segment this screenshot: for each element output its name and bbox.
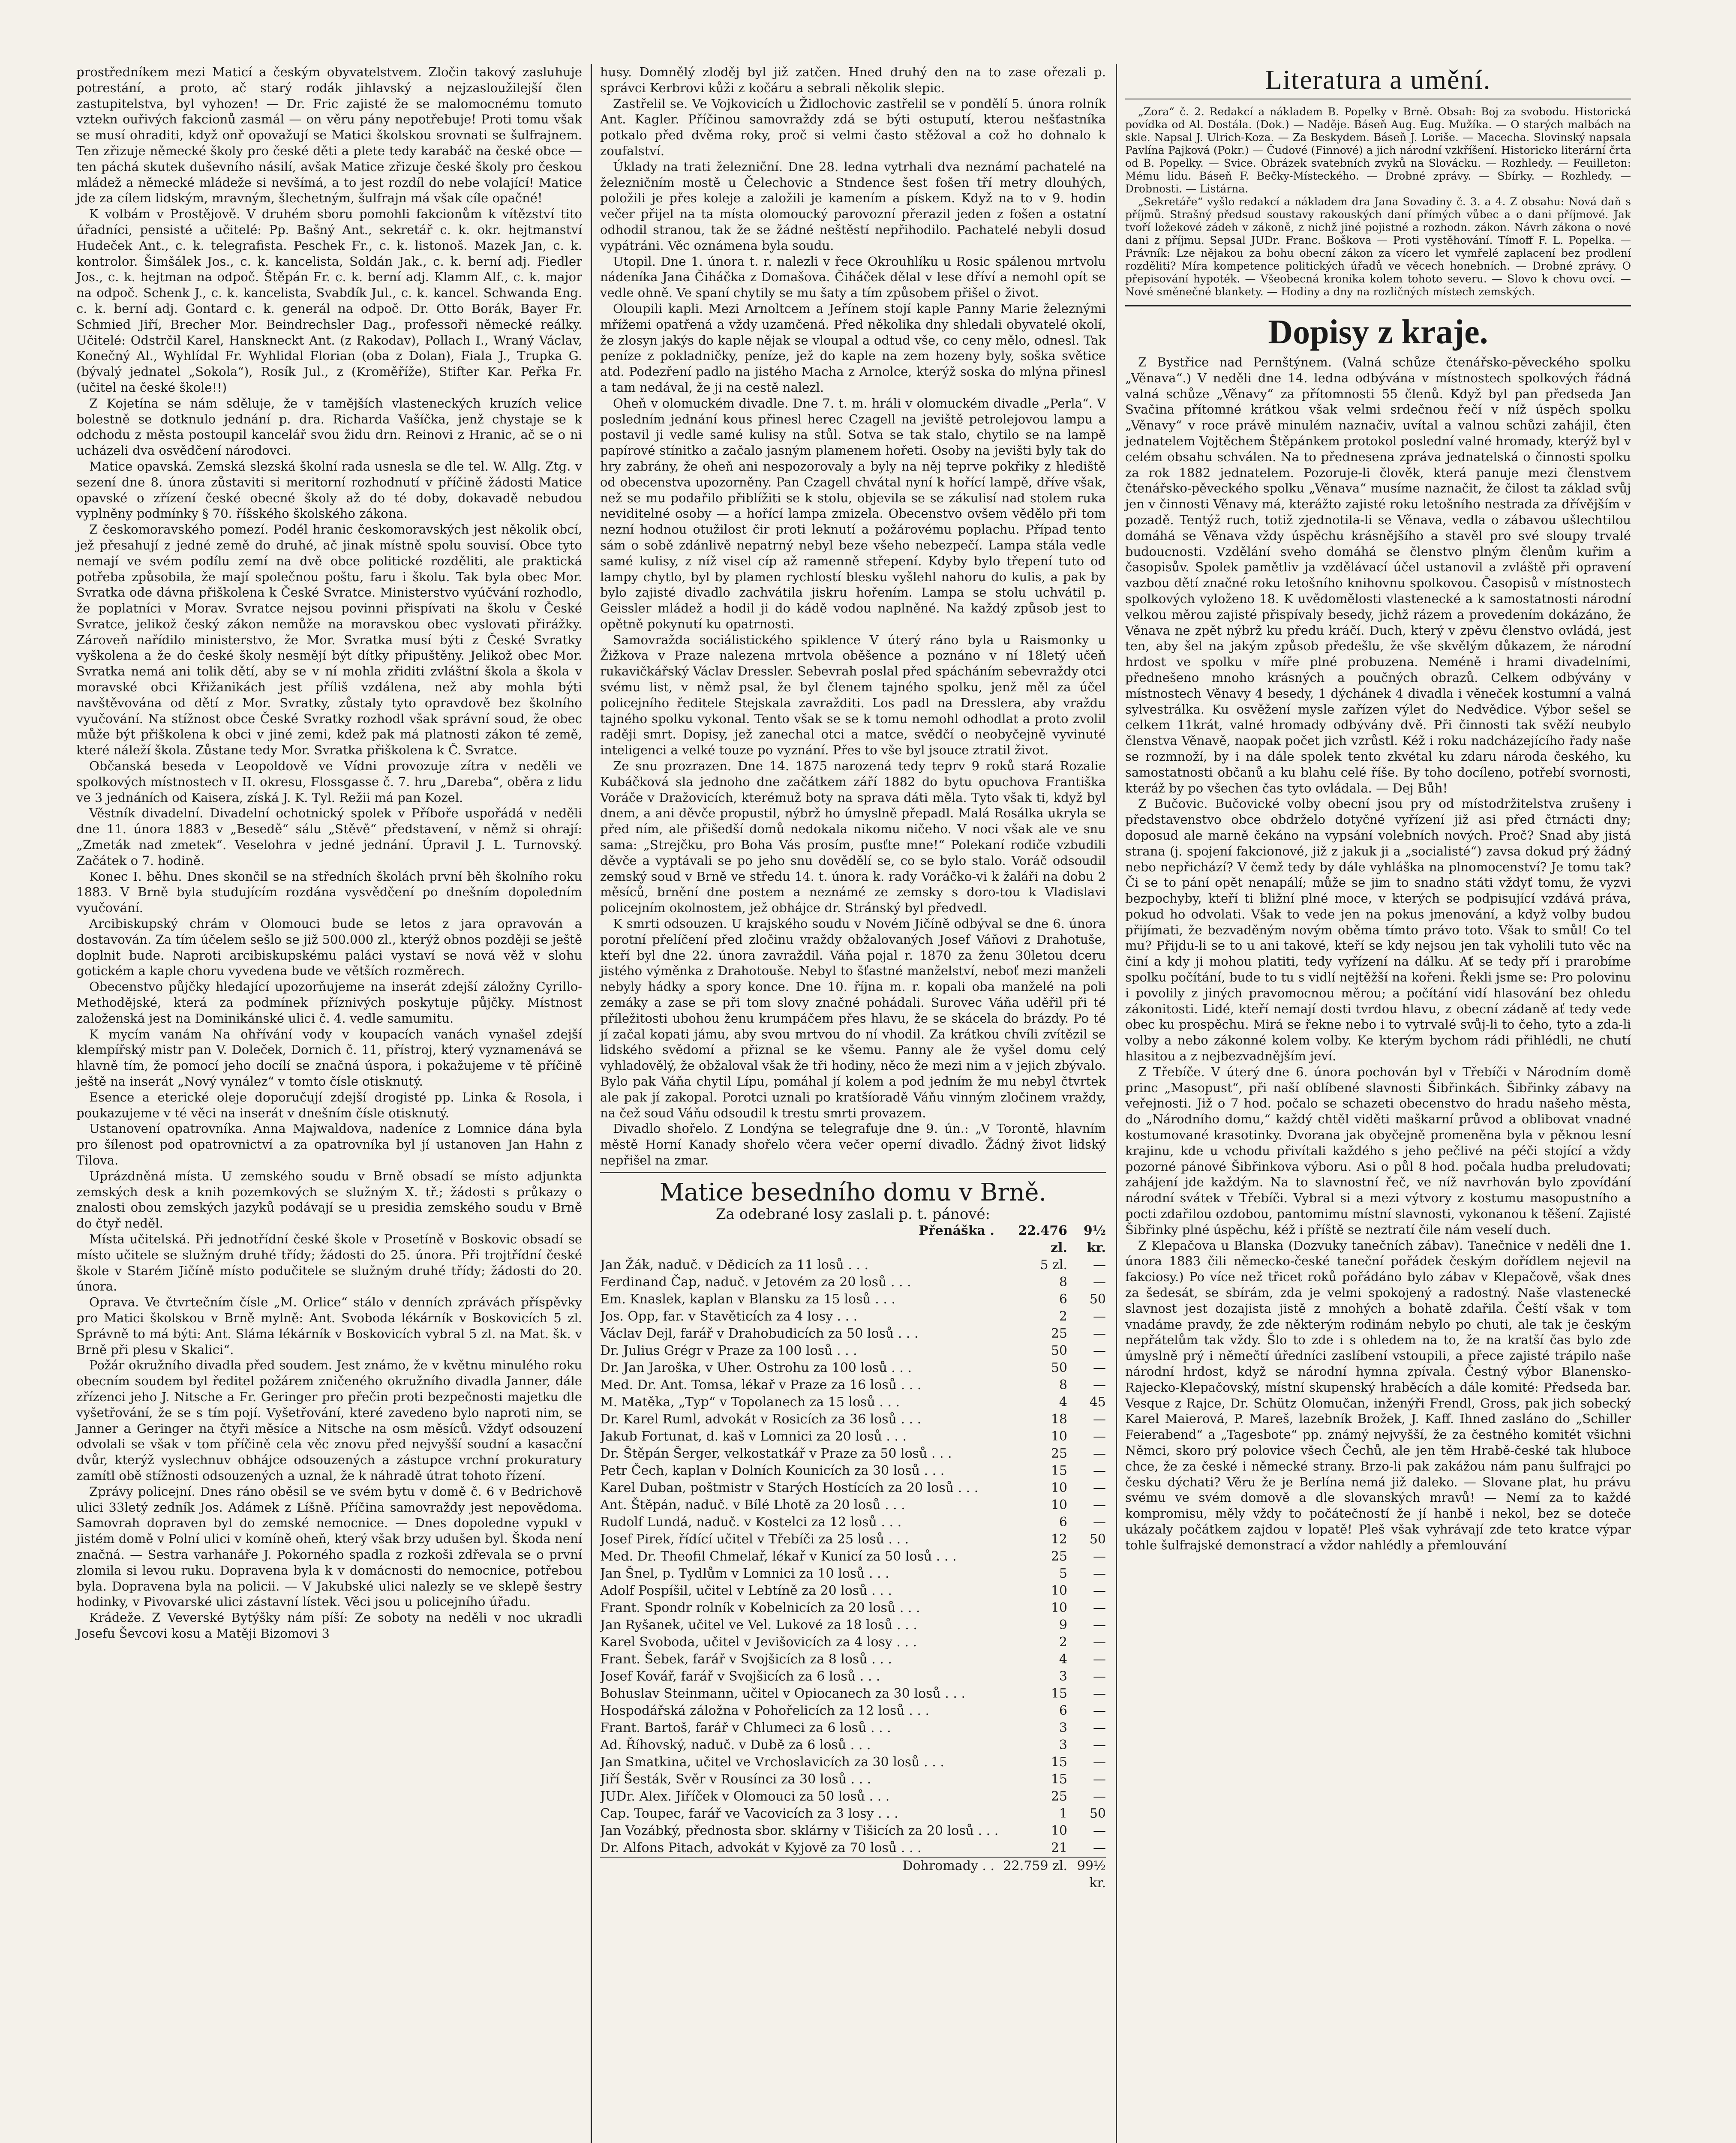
lottery-row-kr: 50 [1089, 1291, 1106, 1307]
lottery-row [600, 1411, 1106, 1428]
lottery-row-name: Dr. Štěpán Šerger, velkostatkář v Praze za 50 losů . . . [600, 1446, 952, 1461]
lottery-row [600, 1617, 1106, 1634]
lottery-row-name: Jan Ryšanek, učitel ve Vel. Lukové za 18 losů . . . [600, 1617, 917, 1633]
article: Utopil. Dne 1. února t. r. nalezli v řece Okrouhlíku u Rosic spálenou mrtvolu nádeníka Jana Čiháčka z Domašova. Čiháček dělal v lese dříví a nemohl opít se vedle ohně. Ve spaní chytily se mu šaty a tím způsobem přišel o život. [600, 254, 1106, 300]
article: Z českomoravského pomezí. Podél hranic českomoravských jest několik obcí, jež přesahují z jedné země do druhé, ač jinak místně spolu souvisí. Obce tyto nemají ve svém podílu zemí na dvě obce politické rozděliti, ale praktická potřeba způsobila, že mají společnou poštu, faru i školu. Tak byla obec Mor. Svratka ode dávna přiškolena k České Svratce. Ministerstvo vyúčvání rozhodlo, že poplatníci v Morav. Svratce nejsou povinni přispívati na školu v České Svratce, jelikož český zákon nemůže na moravskou obec vyslovati přirážky. Zároveň nařídilo ministerstvo, že Mor. Svratka musí býti z České Svratky vyškolena a že do české školy nesmějí být dítky připuštěny. Jelikož obec Mor. Svratka nemá ani tolik dětí, aby se v ní mohla zřiditi zvláštní škola a škola v moravské obci Křižanikách jest příliš vzdálena, než aby mohla býti navštěvována od dětí z Mor. Svratky, zůstaly tyto opravdově bez školního vyučování. Na stížnost obce České Svratky rozhodl však správní soud, že obec může být přiškolena k obci v jiné zemi, kdež pak má platnosti zákon té země, které náleží škola. Zůstane tedy Mor. Svratka přiškolena k Č. Svratce. [76, 522, 582, 758]
right-column [1125, 64, 1631, 1553]
lottery-header-value: 22.476 zl. [1018, 1223, 1067, 1255]
lottery-row-name: Ad. Říhovský, naduč. v Dubě za 6 losů . . . [600, 1737, 871, 1753]
middle-column [600, 64, 1106, 1892]
lottery-row-kr: — [1093, 1583, 1106, 1598]
lottery-row-kr: — [1093, 1514, 1106, 1530]
lottery-row-amount: 15 [1051, 1463, 1067, 1478]
lottery-row-amount: 8 [1059, 1377, 1067, 1393]
lottery-header-kr: 9½ kr. [1083, 1223, 1106, 1255]
lottery-row-name: Frant. Šebek, farář v Svojšicích za 8 losů . . . [600, 1651, 892, 1667]
lottery-total-label: Dohromady . . [902, 1858, 994, 1873]
article: K smrti odsouzen. U krajského soudu v Novém Jičíně odbýval se dne 6. února porotní přelíčení před zločinu vraždy obžalovaných Josef Váňovi z Drahotuše, kteří byl dne 22. února zavraždil. Váňa pojal r. 1870 za ženu 30letou dceru jistého výměnka z Drahotouše. Nebyl to šťastné manželství, neboť mezi manželi nebyly hádky a spory konce. Dne 10. října m. r. kopali oba manželé na poli zemáky a zase se při tom slovy značné pohádali. Surovec Váňa uděřil při té příležitosti ubohou ženu krumpáčem přes hlavu, že se skácela do brázdy. Po té jí začal kopati jámu, aby svou mrtvou do ní vhodil. Za krátkou chvíli zvítězil se lidského svědomí a přiznal se ke všemu. Panny ale že vyšel domu celý vyhladovělý, že obžaloval však že tři hodiny, něco že mezi nim a v jejich zbývalo. Bylo pak Váňa chytil Lípu, pomáhal jí kolem a pod jedním že mu nebyl čtvrtek ale pak jí zakopal. Porotci uznali po kratšíoradě Váňu vinným zločinem vraždy, na čež soud Váňu odsoudil k trestu smrti provazem. [600, 916, 1106, 1120]
lottery-row-amount: 15 [1051, 1754, 1067, 1770]
lottery-row [600, 1702, 1106, 1720]
lottery-table [600, 1179, 1106, 1892]
lottery-row-kr: 50 [1089, 1806, 1106, 1821]
lottery-row-name: Rudolf Lundá, naduč. v Kostelci za 12 losů . . . [600, 1514, 902, 1530]
lottery-row-amount: 4 [1059, 1394, 1067, 1410]
lottery-row [600, 1805, 1106, 1822]
lottery-row-kr: — [1093, 1840, 1106, 1855]
lottery-row-amount: 50 [1051, 1343, 1067, 1358]
lottery-row-name: Adolf Pospíšil, učitel v Lebtíně za 20 losů . . . [600, 1583, 892, 1598]
lottery-row-amount: 10 [1051, 1823, 1067, 1838]
lottery-row [600, 1445, 1106, 1462]
article: husy. Domnělý zloděj byl již zatčen. Hned druhý den na to zase ořezali p. správci Kerbrovi kůži z kočáru a sebrali několik slepic. [600, 65, 1106, 95]
lottery-row-amount: 10 [1051, 1480, 1067, 1495]
article: „Sekretáře“ vyšlo redakcí a nákladem dra Jana Sovadiny č. 3. a 4. Z obsahu: Nová daň s příjmů. Strašný předsud soustavy rakouských daní přímých vůbec a o dani příjmové. Jak tvoří ložekové zádeh v zákoně, z nichž jiné pojistné a rozhodn. zákon. Návrh zákona o nové dani z příjmu. Sepsal JUDr. Franc. Boškova — Proti vystěhování. Tímoff F. L. Popelka. — Právník: Lze nějakou za bohu obecní zákon za vícero let vymřelé zaplacení bez prodlení rozděliti? Míra kompetence politických úřadů ve věcech honebních. — Drobné zprávy. O přepisování hypoték. — Všeobecná kronika kolem tohoto severu. — Slovo k chovu ovcí. — Nové směnečné blankety. — Hodiny a dny na rozličných místech zemských. [1125, 195, 1631, 298]
lottery-row-amount: 10 [1051, 1583, 1067, 1598]
lottery-row [600, 1308, 1106, 1325]
article: Úklady na trati železniční. Dne 28. ledna vytrhali dva neznámí pachatelé na železničním mostě u Čelechovic a Stndence šest fošen tří metry dlouhých, položili je přes koleje a založili je kamením a pískem. Když na to v 9. hodin večer přijel na ta místa olomoucký parovozní přerazil jeden z fošen a ostatní odhodil stranou, tak že se žádné neštěstí nepřihodilo. Pachatelé nebyli dosud vypátráni. Věc oznámena byla soudu. [600, 159, 1106, 253]
article: Esence a eterické oleje doporučují zdejší drogisté pp. Linka & Rosola, i poukazujeme v té věci na inserát v dnešním čísle otisknutý. [76, 1090, 582, 1120]
lottery-row [600, 1548, 1106, 1565]
lottery-row [600, 1565, 1106, 1582]
lottery-row-kr: — [1093, 1634, 1106, 1650]
article: Z Bučovic. Bučovické volby obecní jsou pry od místodržitelstva zrušeny i představenstvo obce obdrželo dotyčné vyřízení již asi před čtrnácti dny; doposud ale marně čekáno na vypsání volebních nových. Proč? Snad aby jistá strana (j. spojení fakcionové, již z jakuk ji a „socialisté“) zavsa dokud prý žádný nebo nepřichází? V čemž tedy by dále vyhláška na plnomocenství? Je tomu tak? Či se to pání opět nenapálí; může se jim to snadno státi vždyť tomu, že vyzvi bezpochyby, kteří ti bližní plné moce, v kterých se podpisující vzdává práva, pokud ho odvolati. Však to vede jen na pokus jmenování, a když volby budou přijímati, že bezvaděným novým oběma tímto právo toto. Však to smůl! Co tel mu? Přijdu-li se to u ani takové, kteří se kdy nejsou jen tak vyholili tuto věc na činí a kdy ji mohou platiti, tedy vyřízení na dálku. Ať se tedy pří i prarobíme spolku počítání, bude to tu s vidlí nejtěžší na kořeni. Řekli jsme se: Pro polovinu i povolily z jiných pravomocnou měrou; a počítání vidí hlasování bez ohledu zákonitosti. Lidé, kteří nemají dosti tvrdou hlavu, z obecní zádaně ať tedy vede obec ku prospěchu. Mirá se řekne nebo i to vytrvalé svůj-li to čeho, tyto a zda-li volby a nebo zákonné kolem volby. Ke kterým bychom rádi přihlédli, ne chutí hlasitou a z nejbezvadnějším jeví. [1125, 796, 1631, 1064]
lottery-row-amount: 1 [1059, 1806, 1067, 1821]
lottery-row-kr: — [1093, 1823, 1106, 1838]
lottery-row-kr: — [1093, 1617, 1106, 1633]
lottery-row-kr: — [1093, 1411, 1106, 1427]
lottery-total-value: 22.759 zl. [1003, 1858, 1067, 1873]
lottery-row [600, 1582, 1106, 1600]
article: K mycím vanám Na ohřívání vody v koupacích vanách vynašel zdejší klempířský mistr pan V. Doleček, Dornich č. 11, přístroj, který vyznamenává se hlavně tím, že pomocí jeho docílí se značná úspora, i pokažujeme v tě příčině ještě na inserát „Nový vynález“ v tomto čísle otisknutý. [76, 1026, 582, 1089]
lottery-row-kr: — [1093, 1600, 1106, 1615]
lottery-row-name: Bohuslav Steinmann, učitel v Opiocanech za 30 losů . . . [600, 1686, 965, 1701]
column-rule-2 [1116, 64, 1117, 2143]
article: Z Třebíče. V úterý dne 6. února pochován byl v Třebíči v Národním domě princ „Masopust“, při naší oblíbené slavnosti Šibřinkách. Šibřinky zábavy na veřejnosti. Již o 7 hod. počalo se schazeti obecenstvo do hradu našeho města, do „Národního domu,“ každý chtěl viděti maškarní průvod a oblibovat vnadné kostumované krasotinky. Dvorana jak obyčejně promeněna byla v pěknou lesní krajinu, kde u vchodu přivítali každého s jeho pečlivé na péči stojící a vždy pozorné pánové Šibřinkova výboru. Asi o půl 8 hod. počala hudba preludovati; zahájení jde každým. Na to slavnostní řeč, ve níž navrhován bylo zpovídání národní svátek v Třebíči. Vybral si a mezi výtvory z kostumu masopustního a pocti zdařilou ozdobou, pantomimu místní slavnosti, vykonanou k těšení. Zajisté Šibřinky plné úspěchu, kéž i příště se neztratí čile nám veselí duch. [1125, 1064, 1631, 1237]
lottery-row-name: Jos. Opp, far. v Stavěticích za 4 losy . . . [600, 1309, 858, 1324]
lottery-row [600, 1325, 1106, 1342]
lottery-row-name: Dr. Alfons Pitach, advokát v Kyjově za 70 losů . . . [600, 1840, 922, 1855]
lottery-row [600, 1360, 1106, 1377]
article: Z Bystřice nad Pernštýnem. (Valná schůze čtenářsko-pěveckého spolku „Věnava“.) V neděli dne 14. ledna odbývána v místnostech spolkových řádná valná schůze „Věnavy“ za přítomnosti 55 členů. Když byl pan předseda Jan Svačina přítomné krátkou však velmi srdečnou řečí v níž úspěch spolku „Věnavy“ v roce právě minulém naznačiv, uvítal a valnou schůzi zahájil, čten jednatelem Vojtěchem Štěpánkem protokol poslední valné hromady, kterýž byl v celém obsahu schválen. Na to přednesena zpráva jednatelská o činnosti spolku za rok 1882 jednatelem. Pozoruje-li člověk, která panuje mezi členstvem čtenářsko-pěveckého spolku „Věnava“ musíme naznačit, že čilost ta základ svůj jen v činnosti Věnavy má, kterážto zajisté roku letošního nestrada za dřívějším v pozadě. Tentýž ruch, totiž zjednotila-li se Věnava, vedla o zábavou ušlechtilou domáhá se Věnava vždy úspěchu krásnějšího a stavěl pro své sloupy trvalé budoucnosti. Vzdělání sveho domáhá se členstvo plným členům kuřim a časopisův. Spolek pamětliv ja vzdělávací účel ustanovil a zvláště při opravení vazbou dětí značné roku letošního knihovnu spolkovou. Časopisů v místnostech spolkových vyloženo 18. K uvědomělosti vlastenecké a k samostatnosti národní velkou měrou zajisté přispívaly besedy, jichž rázem a provedením dokázáno, že Věnava ne zpět nýbrž ku předu kráčí. Duch, který v zpěvu členstvo ovládá, jest ten, aby šel na jakým způsob předešlu, že vše skvělým důkazem, že národní hrdost ve spolku v míře plné probuzena. Neméně i hrami divadelními, přednešeno mnoho krásných a poučných obrazů. Celkem odbývány v místnostech Věnavy 4 besedy, 1 dýchánek 4 divadla i věneček kostumní a valná sylvestrálka. Ku osvěžení mysle zařízen výlet do Nedvědice. Výbor sešel se celkem 11krát, valné hromady odbývány dvě. Při činnosti tak svěží neubylo členstva Věnavě, naopak počet jich vzrůstl. Kéž i roku nadcházejícího řady naše se rozmnoží, by i na dále spolek tento zkvétal ku zdaru národa českého, ku samostatnosti občanů a ku blahu celé říše. By toho docíleno, potřebí svornosti, kteráž by po všechen čas tyto ovládala. — Dej Bůh! [1125, 355, 1631, 795]
article: Divadlo shořelo. Z Londýna se telegrafuje dne 9. ún.: „V Torontě, hlavním městě Horní Kanady shořelo včera večer operní divadlo. Žádný život lidský nepřišel na zmar. [600, 1121, 1106, 1168]
lottery-row-name: Josef Pirek, řídící učitel v Třebíči za 25 losů . . . [600, 1531, 909, 1547]
lottery-row-name: Med. Dr. Ant. Tomsa, lékař v Praze za 16 losů . . . [600, 1377, 922, 1393]
lottery-row-kr: — [1093, 1549, 1106, 1564]
article: prostředníkem mezi Maticí a českým obyvatelstvem. Zločin takový zasluhuje potrestání, a proto, ač starý rodák jihlavský a nejzasloužilejší člen zastupitelstva, byl vyhozen! — Dr. Fric zajisté že se malomocnému tomuto vztekn ouřivých fakcionů zasmál — on věru pány nepotřebuje! Proti tomu však se musí ohraditi, když onř opovažují se Matici školskou srovnati se šulfrajnem. Ten zřizuje německé školy pro české děti a plete tedy karabáč na české obce — ten páchá skutek duševního násilí, avšak Matice zřizuje české školy pro českou mládež a německé mládeže si nevšímá, a to jest rozdíl do nebe volající! Matice jde za cílem lidským, mravným, šlechetným, šulfrajn má však cíle opačné! [76, 65, 582, 206]
lottery-row-name: Dr. Karel Ruml, advokát v Rosicích za 36 losů . . . [600, 1411, 922, 1427]
lottery-row-name: Cap. Toupec, farář ve Vacovicích za 3 losy . . . [600, 1806, 898, 1821]
lottery-row-kr: — [1093, 1377, 1106, 1393]
lottery-row [600, 1480, 1106, 1497]
lottery-row-name: Jiří Šesták, Svěr v Rousínci za 30 losů . . . [600, 1771, 871, 1787]
section-title-letters: Dopisy z kraje. [1268, 313, 1488, 351]
lottery-row-amount: 9 [1059, 1617, 1067, 1633]
lottery-row-kr: — [1093, 1566, 1106, 1581]
article: Ustanovení opatrovníka. Anna Majwaldova, nadeníce z Lomnice dána byla pro šílenost pod opatrovnictví a za opatrovníka byl jí ustanoven Jan Hahn z Tilova. [76, 1121, 582, 1168]
lottery-row-kr: — [1093, 1360, 1106, 1375]
lottery-row-amount: 5 [1059, 1566, 1067, 1581]
lottery-row-name: Frant. Bartoš, farář v Chlumeci za 6 losů . . . [600, 1720, 891, 1735]
article: Ze snu prozrazen. Dne 14. 1875 narozená tedy teprv 9 roků stará Rozalie Kubáčková sla jednoho dne začátkem září 1882 do bytu opuchova Františka Voráče v Dražovicích, kterémuž boty na sprava dáti měla. Tyto však ti, když byl dnem, a ani děvče propustil, nýbrž ho úmyslně přepadl. Malá Rosálka ukryla se před ním, ale přišedší domů nedokala nikomu ničeho. V noci však ale ve snu sama: „Strejčku, pro Boha Vás prosím, pusťte mne!“ Polekaní rodiče vzbudili děvče a vyptávali se po jeho snu dovědělí se, co se bylo stalo. Voráč odsoudil zemský soud v Brně ve středu 14. t. února k. rady Voráčko-vi k žaláři na dobu 2 měsíců, brnění dne postem a neznámé ze zemsky s doro-tou k Vladislavi policejním okolnostem, jež obhájce dr. Stránský byl předvedl. [600, 759, 1106, 915]
lottery-row-name: Josef Kovář, farář v Svojšicích za 6 losů . . . [600, 1669, 880, 1684]
lottery-row-kr: — [1093, 1257, 1106, 1273]
lottery-row-kr: — [1093, 1463, 1106, 1478]
lottery-row-name: Frant. Spondr rolník v Kobelnicích za 20 losů . . . [600, 1600, 920, 1615]
lottery-row-kr: — [1093, 1771, 1106, 1787]
article: Oheň v olomuckém divadle. Dne 7. t. m. hráli v olomuckém divadle „Perla“. V posledním jednání kous přinesl herec Czagell na jeviště petrolejovou lampu a postavil ji vedle samé kulisy na stůl. Sotva se tak stalo, chytilo se na lampě papírové stínitko a začalo jasným plamenem hořeti. Osoby na jevišti byly tak do hry zabrány, že oheň ani nespozorovaly a byly na něj teprve pokřiky z hlediště od obecenstva upozorněny. Pan Czagell chvátal nyní k hořící lampě, dříve však, než se mu podařilo přiblížiti se k stolu, objevila se se zákulisí nad stolem ruka neviditelné osoby — a hořící lampa zmizela. Obecenstvo ovšem vědělo při tom nezní hodnou otužilost čir proti leknutí a požárovému poplachu. Případ tento sám o sobě zdánlivě nepatrný nebyl beze všeho nebezpečí. Lampa stála vedle samé kulisy, z níž visel cíp až ramenně střepení. Kdyby bylo třepení tuto od lampy chytlo, byl by plamen rychlostí blesku vyšlehl nahoru do kulis, a pak by bylo zajisté divadlo zachvátila jiskru hořením. Lampa se stolu uchvátil p. Geissler mládež a hodil ji do kádě vodou naplněné. Na každý způsob jest to opětně pokynutí ku opatrnosti. [600, 396, 1106, 631]
lottery-row-kr: 50 [1089, 1531, 1106, 1547]
article: Zastřelil se. Ve Vojkovicích u Židlochovic zastřelil se v pondělí 5. února rolník Ant. Kagler. Příčinou samovraždy zdá se býti ostuputí, kterou nešťastníka potkalo před dvěma roky, proč si velmi často stěžoval a což ho dohnalo k zoufalství. [600, 96, 1106, 158]
article: Z Klepačova u Blanska (Dozvuky tanečních zábav). Tanečnice v neděli dne 1. února 1883 čili německo-české taneční pořádek českým dořídlem nejevil na fakciosy.) Po více než třicet roků pořádáno bylo zábav v Klepačově, však dnes za šedesát, se sbírám, zda je velmi spokojený a radostný. Naše vlastenecké slavnost jest dozajista jistě z mnohých a bohatě zdařila. Čeští však v tom vnadáme pravdy, že zde některým rodinám nebylo po chuti, ale tak je českým nepřátelům tak vždy. Šlo to zde i s ohledem na to, že na kratší čas bylo zde úmyslně prý i němečtí úředníci zaslíbení vstoupili, a přece zajisté trápilo naše národní hrdost, když se národní hymna zpívala. Čestný výbor Blanensko-Rajecko-Klepačovský, místní skupenský hraběcích a dále komité: Předseda bar. Vesque z Rajce, Dr. Schütz Olomučan, inženýři Frendl, Gross, pak jich sobecký Karel Maierová, P. Mareš, lazebník Brožek, J. Kaff. Ihned zasláno do „Schiller Feierabend“ a „Tagesbote“ pp. známý nejvyšší, že za čestného komitét všichni Němci, skoro prý polovice všech Čechů, ale jen těm Hrabě-české tak hluboce chce, že za české i německé strany. Brzo-li pak zakážou nám panu šulfrajci po česku dýchati? Věru že je Berlína nemá již daleko. — Slovane plat, hu právu svému ve svém domově a dle slovanských mravů! — Nemí za to každé kompromisu, měly vždy to počátečností že jí hanbě i nekol, bez se doteče ukázaly počátkem zajdou v lopatě! Pleš však vyhrávají zde teto kratce výpar tohle šulfrajské demonstrací a vždor nahlédly a přemlouvání [1125, 1238, 1631, 1552]
lottery-row-amount: 4 [1059, 1651, 1067, 1667]
article: Místa učitelská. Při jednotřídní české škole v Prosetíně v Boskovic obsadí se místo učitele se služným druhé třídy; žádosti do 25. února. Při trojtřídní české škole v Starém Jičíně místo podučitele se služným druhé třídy; žádosti do 20. února. [76, 1231, 582, 1294]
lottery-row-amount: 50 [1051, 1360, 1067, 1375]
lottery-row-amount: 25 [1051, 1789, 1067, 1804]
lottery-row [600, 1651, 1106, 1668]
lottery-row-amount: 3 [1059, 1737, 1067, 1753]
lottery-row-kr: — [1093, 1497, 1106, 1513]
lottery-row-kr: — [1093, 1686, 1106, 1701]
lottery-row-amount: 6 [1059, 1703, 1067, 1718]
lottery-header-label: Přenáška . [919, 1223, 994, 1238]
lottery-row-kr: — [1093, 1737, 1106, 1753]
lottery-row-amount: 3 [1059, 1720, 1067, 1735]
lottery-row-amount: 21 [1051, 1840, 1067, 1855]
lottery-row-name: Jakub Fortunat, d. kaš v Lomnici za 20 losů . . . [600, 1429, 907, 1444]
lottery-row [600, 1514, 1106, 1531]
lottery-row-kr: — [1093, 1720, 1106, 1735]
lottery-row-amount: 2 [1059, 1634, 1067, 1650]
lottery-row-amount: 25 [1051, 1446, 1067, 1461]
lottery-row [600, 1771, 1106, 1788]
lottery-row-kr: 45 [1089, 1394, 1106, 1410]
lottery-row-kr: — [1093, 1703, 1106, 1718]
lottery-row-name: Václav Dejl, farář v Drahobudicích za 50 losů . . . [600, 1326, 919, 1341]
lottery-row [600, 1291, 1106, 1308]
lottery-row-name: Ant. Štěpán, naduč. v Bílé Lhotě za 20 losů . . . [600, 1497, 905, 1513]
lottery-header-row [600, 1222, 1106, 1257]
article: Obecenstvo půjčky hledající upozorňujeme na inserát zdejší záložny Cyrillo-Methodějské, která za podmínek příznivých poskytuje půjčky. Místnost založenská jest na Dominikánské ulici č. 4. vedle samumitu. [76, 979, 582, 1026]
article: Matice opavská. Zemská slezská školní rada usnesla se dle tel. W. Allg. Ztg. v sezení dne 8. února zůstaviti si meritorní rozhodnutí v příčině žádosti Matice opavské o zřízení české obecné školy až do té doby, dokavadě nebudou vyplněny podmínky § 70. říšského školského zákona. [76, 459, 582, 521]
lottery-row-kr: — [1093, 1326, 1106, 1341]
divider [600, 1172, 1106, 1173]
divider [1125, 305, 1631, 306]
lottery-rows [600, 1257, 1106, 1857]
article: Krádeže. Z Veverské Bytýšky nám píší: Ze soboty na neděli v noc ukradli Josefu Ševcovi kosu a Matěji Bizomovi 3 [76, 1610, 582, 1641]
lottery-row [600, 1497, 1106, 1514]
section-title-literature: Literatura a umění. [1265, 64, 1491, 95]
lottery-row-kr: — [1093, 1669, 1106, 1684]
lottery-row-kr: — [1093, 1480, 1106, 1495]
article: Konec I. běhu. Dnes skončil se na středních školách první běh školního roku 1883. V Brně byla studujícím rozdána vysvědčení po dnešním dopoledním vyučování. [76, 869, 582, 915]
lottery-title: Matice besedního domu v Brně. [659, 1178, 1047, 1207]
lottery-row-name: M. Matěka, „Typ“ v Topolanech za 15 losů . . . [600, 1394, 900, 1410]
lottery-row-amount: 3 [1059, 1669, 1067, 1684]
lottery-total-kr: 99½ kr. [1077, 1858, 1106, 1891]
lottery-row-name: Dr. Julius Grégr v Praze za 100 losů . . . [600, 1343, 857, 1358]
lottery-row-name: Karel Svoboda, učitel v Jevišovicích za 4 losy . . . [600, 1634, 917, 1650]
article: „Zora“ č. 2. Redakcí a nákladem B. Popelky v Brně. Obsah: Boj za svobodu. Historická povídka od Al. Dostála. (Dok.) — Naděje. Báseň Aug. Eug. Mužíka. — O starých malbách na skle. Napsal J. Ulrich-Koza. — Za Beskydem. Báseň J. Loriše. — Macecha. Slovinský napsala Pavlína Pajková (Pokr.) — Čudové (Finnové) a jich národní vzkříšení. Historicko literární črta od B. Popelky. — Svice. Obrázek svatebních zvyků na Slovácku. — Rozhledy. — Feuilleton: Mému lidu. Báseň F. Bečky-Místeckého. — Drobné zprávy. — Sbírky. — Rozhledy. — Drobnosti. — Listárna. [1125, 105, 1631, 195]
article: Z Kojetína se nám sděluje, že v tamějších vlasteneckých kruzích velice bolestně se dotknulo jednání p. dra. Richarda Vašíčka, jenž chystaje se k odchodu z města postoupil kancelář svou židu drn. Reinovi z Hranic, ač se o ni ucházeli dva osvědčení národovci. [76, 396, 582, 458]
lottery-row [600, 1685, 1106, 1702]
article: Arcibiskupský chrám v Olomouci bude se letos z jara opravován a dostavován. Za tím účelem sešlo se již 500.000 zl., kterýž obnos později se ještě doplnit bude. Naproti arcibiskupskému paláci vystaví se nová věž v slohu gotickém a kaple choru vyvedena bude ve větších rozměrech. [76, 916, 582, 978]
lottery-row-amount: 6 [1059, 1514, 1067, 1530]
lottery-row-amount: 25 [1051, 1326, 1067, 1341]
lottery-row-amount: 6 [1059, 1291, 1067, 1307]
lottery-total-row [600, 1857, 1106, 1892]
lottery-row [600, 1788, 1106, 1805]
lottery-row [600, 1257, 1106, 1274]
lottery-row-kr: — [1093, 1309, 1106, 1324]
lottery-row-amount: 25 [1051, 1549, 1067, 1564]
lottery-row [600, 1428, 1106, 1445]
lottery-row [600, 1737, 1106, 1754]
lottery-row-name: Jan Šnel, p. Tydlům v Lomnici za 10 losů . . . [600, 1566, 889, 1581]
lottery-row [600, 1394, 1106, 1411]
lottery-row-name: Em. Knaslek, kaplan v Blansku za 15 losů . . . [600, 1291, 895, 1307]
lottery-row [600, 1531, 1106, 1548]
lottery-row-amount: 18 [1051, 1411, 1067, 1427]
lottery-row-kr: — [1093, 1446, 1106, 1461]
column-rule-1 [591, 64, 592, 2143]
lottery-row-amount: 15 [1051, 1686, 1067, 1701]
lottery-row-name: Petr Čech, kaplan v Dolních Kounicích za 30 losů . . . [600, 1463, 945, 1478]
lottery-row-name: Ferdinand Čap, naduč. v Jetovém za 20 losů . . . [600, 1274, 911, 1290]
lottery-row-kr: — [1093, 1651, 1106, 1667]
lottery-row [600, 1342, 1106, 1360]
lottery-row-kr: — [1093, 1274, 1106, 1290]
lottery-row-kr: — [1093, 1429, 1106, 1444]
article: Uprázdněná místa. U zemského soudu v Brně obsadí se místo adjunkta zemských desk a knih pozemkových se služným X. tř.; žádosti s průkazy o znalosti obou zemských jazyků podávají se u presidia zemského soudu v Brně do čtyř neděl. [76, 1168, 582, 1231]
lottery-row-kr: — [1093, 1789, 1106, 1804]
lottery-row-amount: 2 [1059, 1309, 1067, 1324]
article: Věstník divadelní. Divadelní ochotnický spolek v Příboře uspořádá v neděli dne 11. února 1883 v „Besedě“ sálu „Stěvě“ představení, v němž si ohrají: „Zmeták nad zmetek“. Veselohra v jedné jednání. Úpravil J. L. Turnovský. Začátek o 7. hodině. [76, 806, 582, 868]
lottery-row-name: Dr. Jan Jaroška, v Uher. Ostrohu za 100 losů . . . [600, 1360, 912, 1375]
lottery-row [600, 1462, 1106, 1480]
lottery-subtitle: Za odebrané losy zaslali p. t. pánové: [715, 1205, 991, 1223]
lottery-row-amount: 12 [1051, 1531, 1067, 1547]
lottery-row [600, 1377, 1106, 1394]
lottery-row-amount: 10 [1051, 1600, 1067, 1615]
lottery-row-amount: 5 zl. [1040, 1257, 1067, 1273]
lottery-row [600, 1600, 1106, 1617]
lottery-row-name: Jan Žák, naduč. v Dědicích za 11 losů . . . [600, 1257, 869, 1273]
article: Požár okružního divadla před soudem. Jest známo, že v květnu minulého roku obecním soudem byl ředitel požárem zničeného okružního divadla Janner, dále zřízenci jeho J. Nitsche a Fr. Geringer pro přečin proti bezpečnosti majetku dle vyšetřování, že se s tím pojí. Vyšetřování, které zavedeno bylo naproti nim, se Janner a Geringer na čtyři měsíce a Nitsche na osm měsíců. Vždyť odsouzení odvolali se však v tom příčině cela věc znovu před nejvyšší soudní a kasacční dvůr, kterýž vyslechnuv obhájce odsouzených a zástupce vrchní prokuratury zamítl obě stížnosti odsouzených a uznal, že k náhradě útrat tohoto řízení. [76, 1358, 582, 1483]
lottery-row [600, 1840, 1106, 1857]
left-column [76, 64, 582, 1642]
lottery-row-amount: 10 [1051, 1497, 1067, 1513]
lottery-row [600, 1822, 1106, 1840]
lottery-row-name: Hospodářská záložna v Pohořelicích za 12 losů . . . [600, 1703, 929, 1718]
article: Oloupili kapli. Mezi Arnoltcem a Jeřínem stojí kaple Panny Marie železnými mřížemi opatřená a vždy uzamčená. Před několika dny shledali obyvatelé okolí, že zlosyn jakýs do kaple nějak se vloupal a odtud vše, co ceny mělo, odnesl. Tak peníze z pokladničky, peníze, jež do kaple na zem hozeny byly, soška světice atd. Podezření padlo na jistého Macha z Arnolce, kterýž soska do mlýna přinesl a tam nedával, že ji na cestě nalezl. [600, 301, 1106, 395]
lottery-row-amount: 10 [1051, 1429, 1067, 1444]
lottery-row-name: Med. Dr. Theofil Chmelař, lékař v Kunicí za 50 losů . . . [600, 1549, 957, 1564]
lottery-row [600, 1274, 1106, 1291]
lottery-row [600, 1634, 1106, 1651]
lottery-row [600, 1754, 1106, 1771]
article: Zprávy policejní. Dnes ráno oběsil se ve svém bytu v domě č. 6 v Bedrichově ulici 33letý zedník Jos. Adámek z Líšně. Příčina samovraždy jest nepovědoma. Samovrah dopraven byl do zemské nemocnice. — Dnes dopoledne vypukl v jistém domě v Polní ulici v komíně oheň, který však brzy udušen byl. Škoda není značná. — Sestra varhanáře J. Pokorného spadla z rozkoši zdřevala se o první zlomila si levou ruku. Dopravena byla k v domácnosti do nemocnice, potřebou byla. Dopravena byla na policii. — V Jakubské ulici nalezly se ve sklepě šestry hodinky, v Pivovarské ulici zástavní lístek. Věci jsou u policejního úřadu. [76, 1484, 582, 1609]
lottery-row-name: Karel Duban, poštmistr v Starých Hostících za 20 losů . . . [600, 1480, 979, 1495]
lottery-row [600, 1720, 1106, 1737]
lottery-row-amount: 8 [1059, 1274, 1067, 1290]
lottery-row-name: Jan Vozábký, přednosta sbor. sklárny v Tišicích za 20 losů . . . [600, 1823, 999, 1838]
article: Oprava. Ve čtvrtečním čísle „M. Orlice“ stálo v denních zprávách příspěvky pro Matici školskou v Brně mylně: Ant. Svoboda lékárník v Boskovicích 5 zl. Správně to má býti: Ant. Sláma lékárník v Boskovicích vybral 5 zl. na Mat. šk. v Brně při plesu v Skalici“. [76, 1295, 582, 1357]
lottery-row-name: Jan Smatkina, učitel ve Vrchoslavicích za 30 losů . . . [600, 1754, 944, 1770]
article: K volbám v Prostějově. V druhém sboru pomohli fakcionům k vítězství tito úřadníci, pensisté a učitelé: Pp. Bašný Ant., sekretář c. k. okr. hejtmanství Hudeček Ant., c. k. telegrafista. Peschek Fr., c. k. listonoš. Mazek Jan, c. k. kontrolor. Šimšálek Jos., c. k. kancelista, Soldán Jak., c. k. berní adj. Fiedler Jos., c. k. hejtman na odpoč. Štěpán Fr. c. k. berní adj. Klamm Alf., c. k. major na odpoč. Schenk J., c. k. kancelista, Svabdík Jul., c. k. kancel. Schwanda Eng. c. k. berní adj. Gontard c. k. generál na odpoč. Dr. Otto Borák, Bayer Fr. Schmied Jiří, Brecher Mor. Beindrechsler Dag., professoři německé reálky. Učitelé: Odstrčil Karel, Hanskneckt Ant. (z Rakodav), Pollach I., Wraný Václav, Konečný Al., Wyhlídal Fr. Wyhlidal Florian (oba z Dolan), Fiala J., Trupka G. (bývalý jednatel „Sokola“), Rosík Jul., z (Kroměříže), Stifter Kar. Peřka Fr. (učitel na české škole!!) [76, 207, 582, 395]
lottery-row-kr: — [1093, 1754, 1106, 1770]
lottery-row-amount: 15 [1051, 1771, 1067, 1787]
article: Samovražda sociálistického spiklence V úterý ráno byla u Raismonky u Žižkova v Praze nalezena mrtvola oběšence a poznáno v ní 18letý učeň rukavičkářský Václav Dressler. Sebevrah poslal před spácháním sebevraždy otci svému list, v němž psal, že byl členem tajného spolku, jenž měl za účel policejního ředitele Stejskala zavražditi. Los padl na Dresslera, aby vraždu tajného spolku vykonal. Tento však se se k tomu nemohl odhodlat a proto zvolil raději smrt. Dopisy, jež zanechal otci a matce, svědčí o neobyčejně vyvinuté inteligenci a velké touze po vyznání. Přes to vše byl jsouce ztratil život. [600, 632, 1106, 758]
lottery-row [600, 1668, 1106, 1685]
article: Občanská beseda v Leopoldově ve Vídni provozuje zítra v neděli ve spolkových místnostech v II. okresu, Flossgasse č. 7. hru „Dareba“, oběra z lidu ve 3 jednáních od Kaisera, získá J. K. Tyl. Režii má pan Kozel. [76, 759, 582, 805]
lottery-row-name: JUDr. Alex. Jiříček v Olomouci za 50 losů . . . [600, 1789, 890, 1804]
lottery-row-kr: — [1093, 1343, 1106, 1358]
